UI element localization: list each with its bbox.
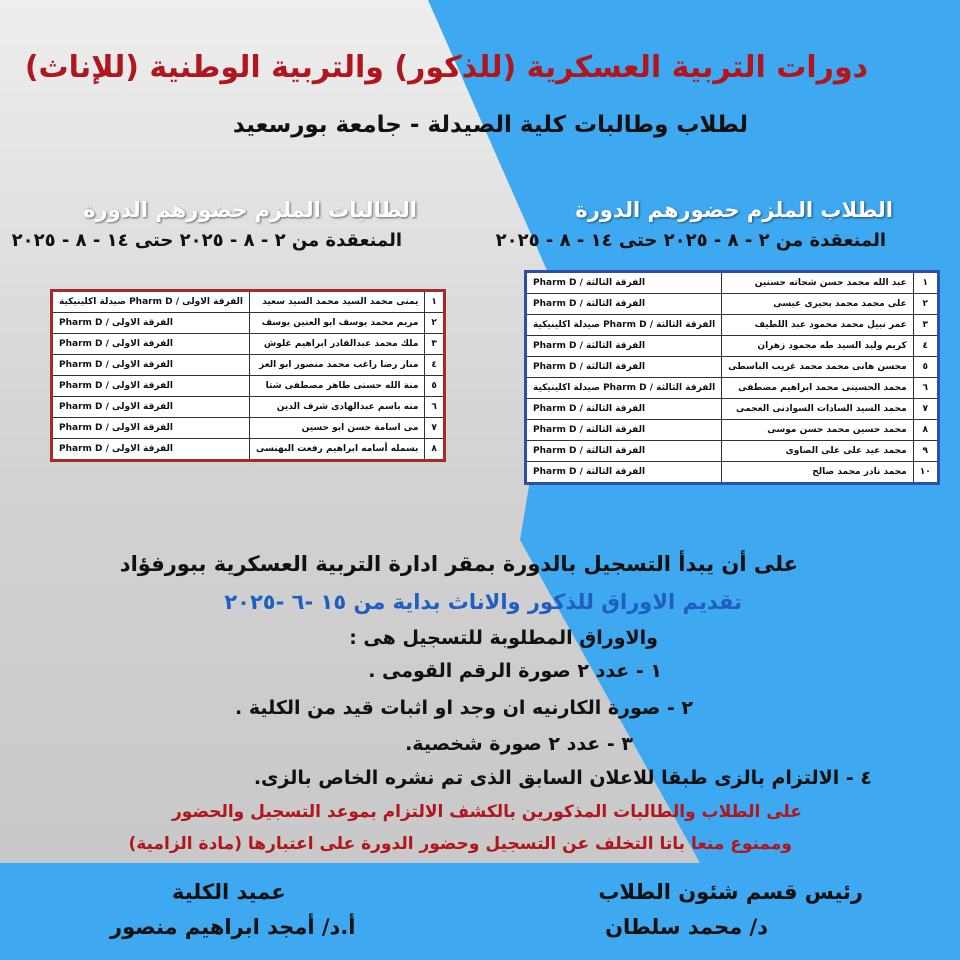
student-name: محمد السيد السادات السوادنى العجمى xyxy=(722,399,914,420)
male-section-heading: الطلاب الملزم حضورهم الدورة xyxy=(575,198,893,222)
student-grade: الفرقة الثالثة / Pharm D xyxy=(526,399,722,420)
warning-line: على الطلاب والطالبات المذكورين بالكشف الالتزام بموعد التسجيل والحضور xyxy=(172,802,802,822)
row-number: ١٠ xyxy=(913,462,938,484)
student-grade: الفرقة الثالثة / Pharm D xyxy=(526,420,722,441)
row-number: ٥ xyxy=(425,376,445,397)
table-row xyxy=(526,420,939,441)
student-name: كريم وليد السيد طه محمود زهران xyxy=(722,336,914,357)
student-grade: الفرقة الثالثة / Pharm D xyxy=(526,294,722,315)
row-number: ٩ xyxy=(913,441,938,462)
student-name: محمد الحسينى محمد ابراهيم مصطفى xyxy=(722,378,914,399)
requirement-item: ٢ - صورة الكارنيه ان وجد او اثبات قيد من الكلية . xyxy=(234,697,693,719)
student-grade: الفرقة الاولى / Pharm D xyxy=(52,334,250,355)
student-name: يمنى محمد السيد محمد السيد سعيد xyxy=(250,291,425,313)
row-number: ٧ xyxy=(913,399,938,420)
student-name: على محمد محمد بحيرى عيسى xyxy=(722,294,914,315)
warning-line: وممنوع منعا باتا التخلف عن التسجيل وحضور الدورة على اعتبارها (مادة الزامية) xyxy=(128,834,792,854)
table-row xyxy=(52,355,445,376)
page-title: دورات التربية العسكرية (للذكور) والتربية الوطنية (للإناث) xyxy=(24,50,868,85)
student-grade: الفرقة الثالثة / Pharm D xyxy=(526,272,722,294)
student-name: محمد حسين محمد حسن موسى xyxy=(722,420,914,441)
female-section-dates: المنعقدة من ٢ - ٨ - ٢٠٢٥ حتى ١٤ - ٨ - ٢٠٢٥ xyxy=(11,230,402,251)
requirements-heading: والاوراق المطلوبة للتسجيل هى : xyxy=(349,627,658,649)
student-grade: الفرقة الاولى / Pharm D xyxy=(52,355,250,376)
dean-name: أ.د/ أمجد ابراهيم منصور xyxy=(110,915,356,939)
student-grade: الفرقة الاولى / Pharm D xyxy=(52,397,250,418)
papers-notice: تقديم الاوراق للذكور والاناث بداية من ١٥ -٦ -٢٠٢٥ xyxy=(224,590,742,614)
table-row xyxy=(526,441,939,462)
table-row xyxy=(52,418,445,439)
row-number: ٧ xyxy=(425,418,445,439)
row-number: ٨ xyxy=(913,420,938,441)
table-row xyxy=(52,291,445,313)
dean-title: عميد الكلية xyxy=(172,880,286,904)
footer-band xyxy=(0,863,960,960)
student-name: مى اسامة حسن ابو حسين xyxy=(250,418,425,439)
student-grade: الفرقة الاولى / Pharm D صيدلة اكلينيكية xyxy=(52,291,250,313)
student-name: ملك محمد عبدالقادر ابراهيم غلوش xyxy=(250,334,425,355)
student-grade: الفرقة الاولى / Pharm D xyxy=(52,376,250,397)
table-row xyxy=(52,334,445,355)
row-number: ٣ xyxy=(425,334,445,355)
student-grade: الفرقة الثالثة / Pharm D صيدلة اكلينيكية xyxy=(526,378,722,399)
student-grade: الفرقة الاولى / Pharm D xyxy=(52,313,250,334)
registration-notice: على أن يبدأ التسجيل بالدورة بمقر ادارة التربية العسكرية ببورفؤاد xyxy=(119,552,798,576)
student-name: مريم محمد يوسف ابو العنين يوسف xyxy=(250,313,425,334)
page-subtitle: لطلاب وطالبات كلية الصيدلة - جامعة بورسعيد xyxy=(232,112,748,138)
row-number: ٣ xyxy=(913,315,938,336)
table-row xyxy=(526,294,939,315)
table-row xyxy=(526,399,939,420)
table-row xyxy=(52,313,445,334)
student-name: محمد عيد على على الصاوى xyxy=(722,441,914,462)
student-name: منار رضا راغب محمد منصور ابو العز xyxy=(250,355,425,376)
student-name: بسمله أسامه ابراهيم رفعت البهنسى xyxy=(250,439,425,461)
row-number: ٢ xyxy=(425,313,445,334)
table-row xyxy=(526,378,939,399)
row-number: ١ xyxy=(425,291,445,313)
student-name: منة الله حسنى طاهر مصطفى شتا xyxy=(250,376,425,397)
student-grade: الفرقة الثالثة / Pharm D xyxy=(526,462,722,484)
student-affairs-name: د/ محمد سلطان xyxy=(605,915,768,939)
student-grade: الفرقة الاولى / Pharm D xyxy=(52,439,250,461)
row-number: ٨ xyxy=(425,439,445,461)
table-row xyxy=(52,439,445,461)
student-name: عبد الله محمد حسن شحاته حسنين xyxy=(722,272,914,294)
student-grade: الفرقة الثالثة / Pharm D xyxy=(526,336,722,357)
row-number: ٦ xyxy=(425,397,445,418)
row-number: ٤ xyxy=(913,336,938,357)
student-name: منه باسم عبدالهادى شرف الدين xyxy=(250,397,425,418)
table-row xyxy=(526,357,939,378)
male-students-table xyxy=(524,270,940,485)
row-number: ٥ xyxy=(913,357,938,378)
student-grade: الفرقة الثالثة / Pharm D xyxy=(526,357,722,378)
student-grade: الفرقة الثالثة / Pharm D xyxy=(526,441,722,462)
table-row xyxy=(526,272,939,294)
female-students-table xyxy=(50,289,446,462)
requirement-item: ٣ - عدد ٢ صورة شخصية. xyxy=(405,733,633,755)
table-row xyxy=(52,376,445,397)
row-number: ١ xyxy=(913,272,938,294)
student-name: عمر نبيل محمد محمود عبد اللطيف xyxy=(722,315,914,336)
student-affairs-title: رئيس قسم شئون الطلاب xyxy=(598,880,863,904)
row-number: ٦ xyxy=(913,378,938,399)
table-row xyxy=(526,315,939,336)
student-name: محسن هانى محمد محمد غريب الباسطى xyxy=(722,357,914,378)
table-row xyxy=(52,397,445,418)
table-row xyxy=(526,336,939,357)
row-number: ٤ xyxy=(425,355,445,376)
table-row xyxy=(526,462,939,484)
requirement-item: ١ - عدد ٢ صورة الرقم القومى . xyxy=(368,660,662,682)
male-section-dates: المنعقدة من ٢ - ٨ - ٢٠٢٥ حتى ١٤ - ٨ - ٢٠٢٥ xyxy=(495,230,886,251)
student-grade: الفرقة الاولى / Pharm D xyxy=(52,418,250,439)
row-number: ٢ xyxy=(913,294,938,315)
student-grade: الفرقة الثالثة / Pharm D صيدلة اكلينيكية xyxy=(526,315,722,336)
student-name: محمد نادر محمد صالح xyxy=(722,462,914,484)
female-section-heading: الطالبات الملزم حضورهم الدورة xyxy=(83,198,417,222)
requirement-item: ٤ - الالتزام بالزى طبقا للاعلان السابق الذى تم نشره الخاص بالزى. xyxy=(253,767,872,789)
